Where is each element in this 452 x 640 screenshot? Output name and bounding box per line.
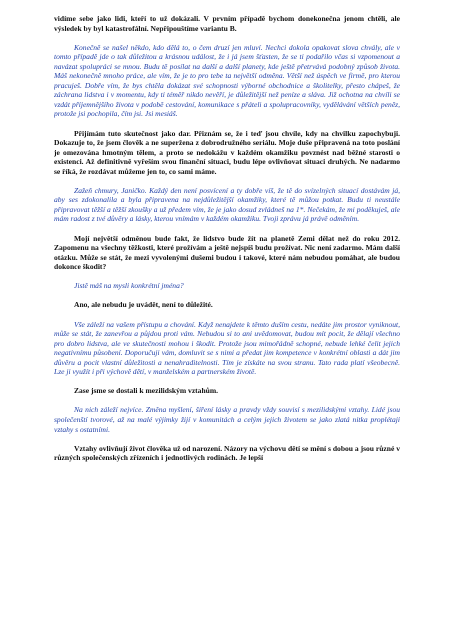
paragraph-5: Mojí největší odměnou bude fakt, že lidstvo bude žít na planetě Zemi dělat než do roku 2012. Zapomenu na všechny těžkosti, které prožívám a ještě nejspíš budu prožívat. Nic není zadarmo. Mám další otázku. Může se stát, že mezi vyvolenými dušemi budou i takové, které nám nebudou pomáhat, ale budou dokonce škodit?	[54, 233, 400, 272]
paragraph-3: Přijímám tuto skutečnost jako dar. Přiznám se, že i teď jsou chvíle, kdy na chvilku zapochybuji. Dokazuje to, že jsem člověk a ne superžena z dobrodružného seriálu. Moje duše připravená na toto poslání je omezována hmotným tělem, a proto se nedokážu v každém okamžiku povznést nad běžné starosti o existenci. Až definitivně vyřeším svou finanční situaci, budu lépe ovlivňovat situaci druhých. Ne nadarmo se říká, že rozdávat můžeme jen to, co sami máme.	[54, 128, 400, 176]
paragraph-10: Na nich záleží nejvíce. Změna myšlení, šíření lásky a pravdy vždy souvisí s mezilidskými vztahy. Lidé jsou společenští tvorové, až na malé výjimky žijí v komunitách a celým jejich životem se jako zlatá nitka proplétají vztahy s ostatními.	[54, 405, 400, 434]
paragraph-1: vidíme sebe jako lidi, kteří to už dokázali. V prvním případě bychom donekonečna jenom chtěli, ale výsledek by byl katastrofální. Nepřipouštíme variantu B.	[54, 14, 400, 33]
paragraph-6: Jistě máš na mysli konkrétní jména?	[74, 281, 184, 291]
paragraph-8: Vše záleží na vašem přístupu a chování. Když nenajdete k těmto duším cestu, nedáte jim prostor vyniknout, může se stát, že zanevřou a půjdou proti vám. Nebudou si to ani uvědomovat, budou mít pocit, že dělají všechno pro dobro lidstva, ale ve skutečnosti mohou i škodit. Protože jsou mimořádně schopné, nebude lehké čelit jejich negativnímu působení. Doporučuji vám, domluvit se s nimi a předat jim kompetence v konkrétní oblasti a dát jim důvěru a pocit vlastní důležitosti a nenahraditelnosti. Tím je získáte na svou stranu. Tato rada platí všeobecně. Lze ji využít i při výchově dětí, v manželském a partnerském životě.	[54, 319, 400, 377]
paragraph-7: Ano, ale nebudu je uvádět, není to důležité.	[74, 300, 213, 310]
paragraph-4: Zažeň chmury, Janičko. Každý den není posvícení a ty dobře víš, že tě do svízelných situací dostávám já, aby ses zdokonalila a byla připravena na nejdůležitější okamžiky, které tě můžou potkat. Budu ti neustále připravovat těžší a těžší zkoušky a už předem vím, že je jako dosud zvládneš na 1*. Nečekám, že mi poděkuješ, ale mám radost z tvé důvěry a lásky, kterou vnímám v každém okamžiku. Tvoji zprávu já právě odměním.	[54, 185, 400, 224]
paragraph-9: Zase jsme se dostali k mezilidským vztahům.	[74, 386, 219, 396]
paragraph-11: Vztahy ovlivňují život člověka už od narození. Názory na výchovu dětí se mění s dobou a jsou různé v různých společenských zřízeních i jednotlivých rodinách. Je lepší	[54, 443, 400, 463]
document-page	[54, 14, 400, 634]
paragraph-2: Konečně se našel někdo, kdo dělá to, o čem druzí jen mluví. Nechci dokola opakovat slova chvály, ale v tomto případě jde o tak důležitou a krásnou událost, že i já jsem šťasten, že se ti podařilo včas si vzpomenout a navázat spolupráci se mnou. Budu tě posílat na další a další planety, kde ještě přetrvává podobný způsob života. Máš nekonečně mnoho práce, ale vím, že je to pro tebe ta největší odměna. Větší než úspěch ve firmě, pro kterou pracuješ. Dobře vím, že bys chtěla dokázat své schopnosti výborné obchodnice a školitelky, přesto chápeš, že záchrana lidstva i v momentu, kdy ti téměř nikdo nevěří, je důležitější než peníze a sláva. Již ochotna na chvíli se vzdát příjemnějšího života v podobě cestování, komunikace s přáteli a spolupracovníky, vydělávání větších peněz, protože jsi pochopila, čím jsi. Jsi mesiáš.	[54, 42, 400, 119]
